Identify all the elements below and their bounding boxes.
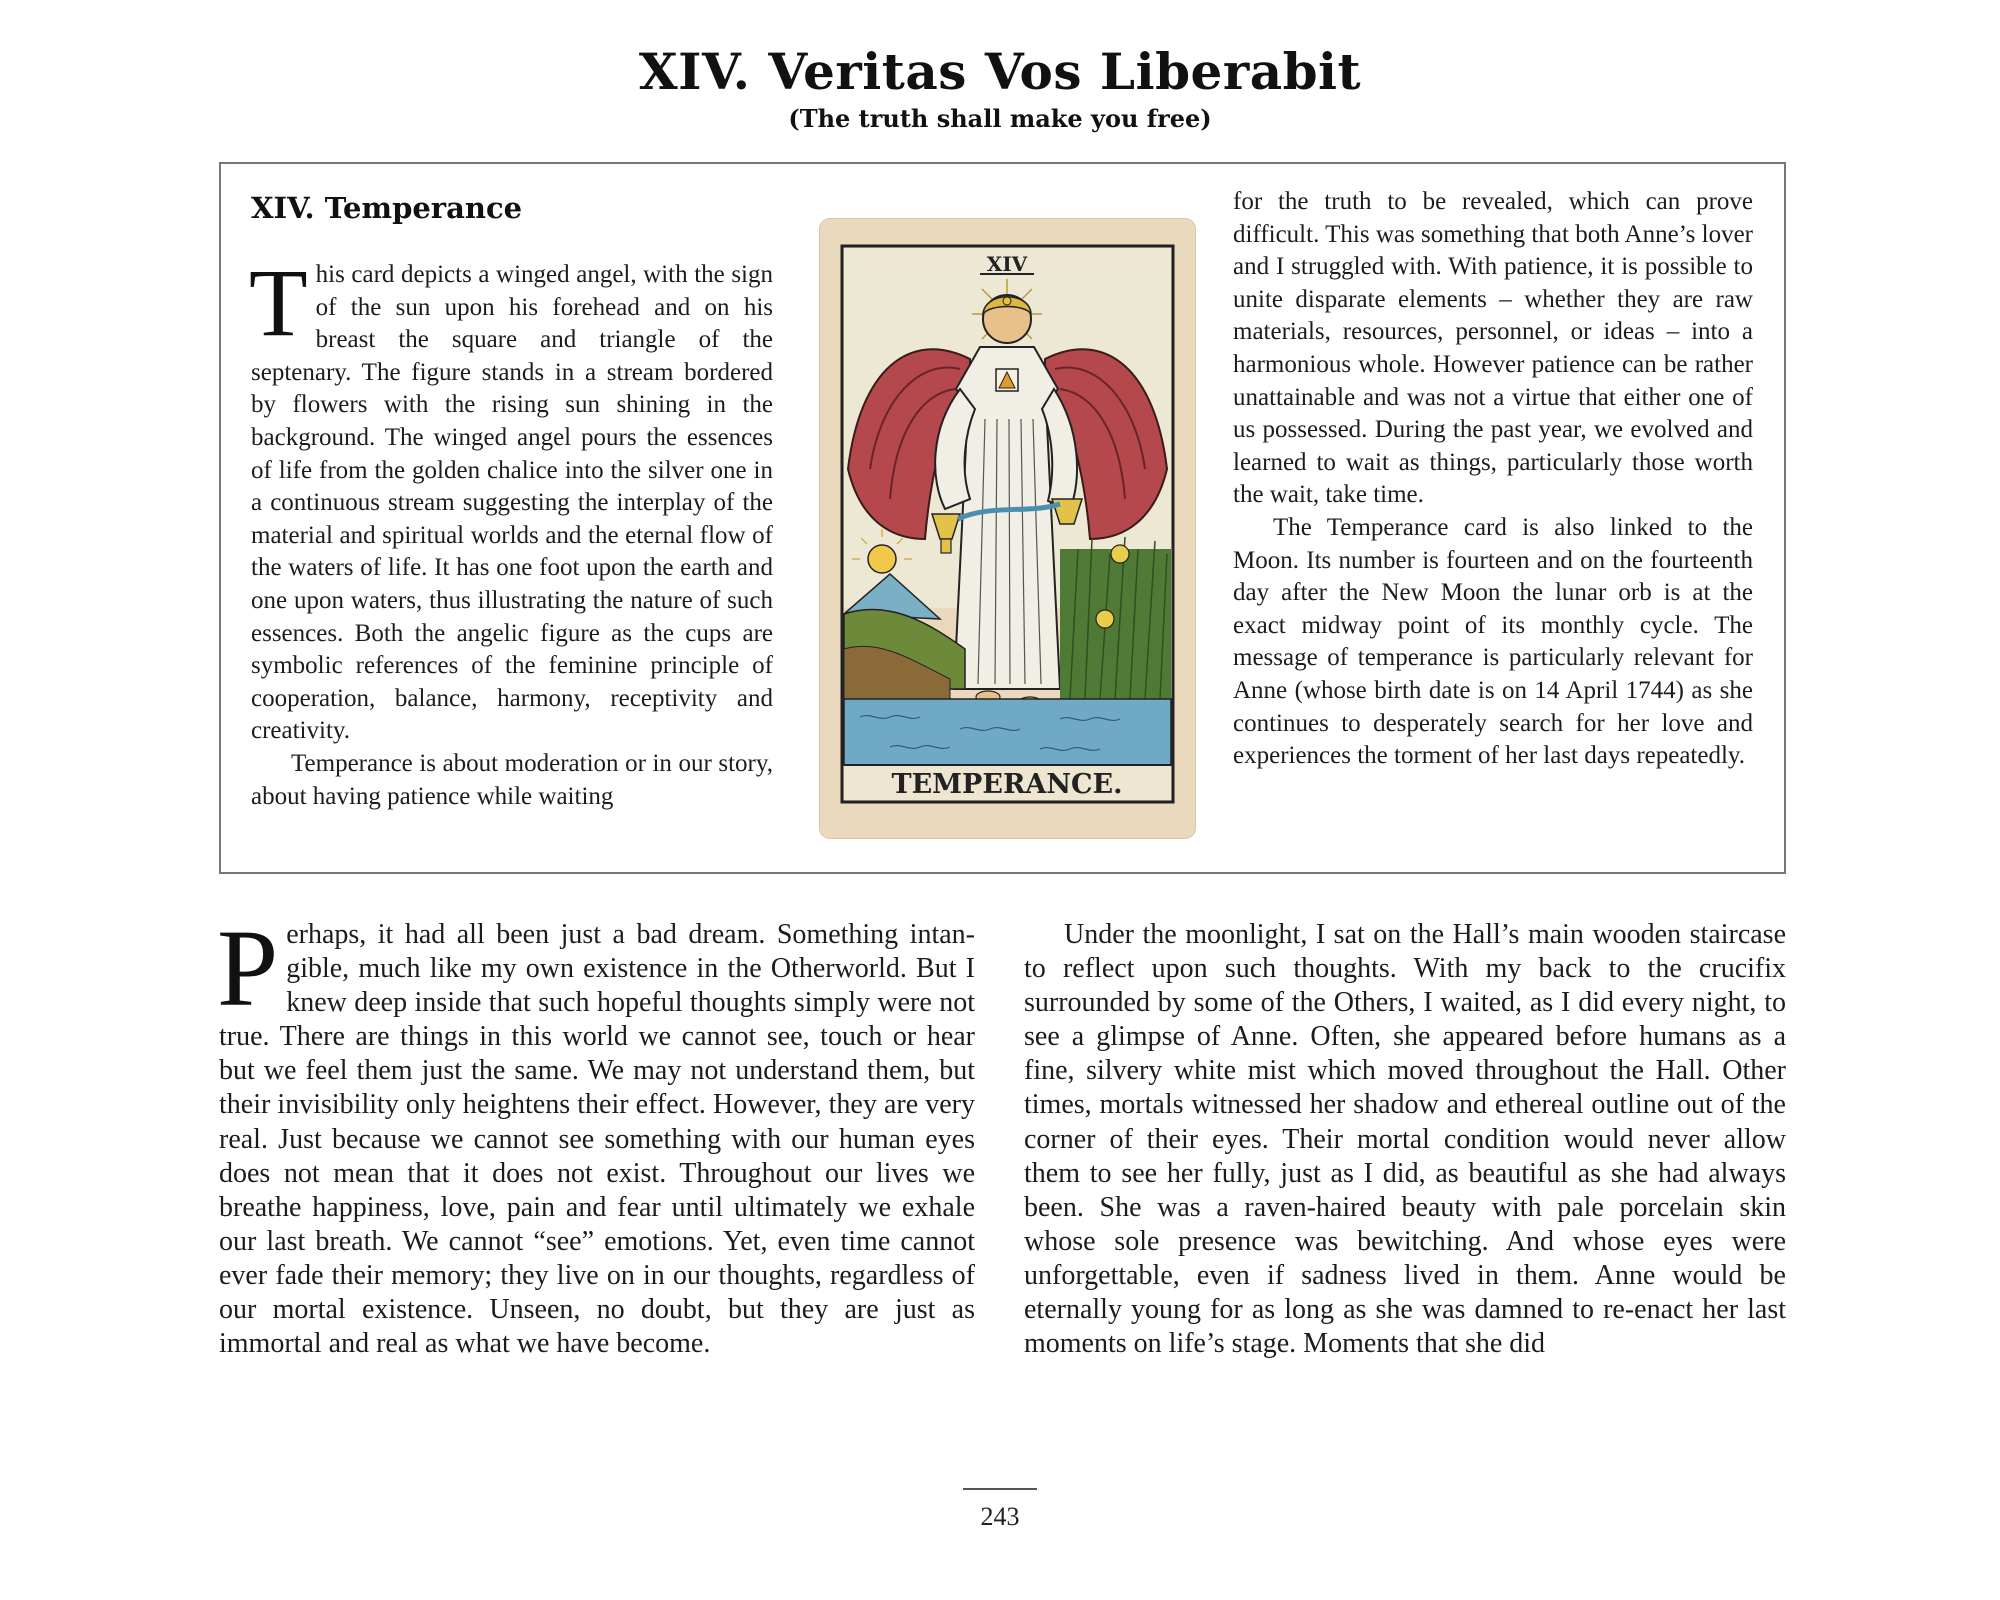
page-number: 243 <box>980 1502 1020 1531</box>
drop-cap: P <box>217 907 279 1029</box>
chapter-subtitle: (The truth shall make you free) <box>788 104 1212 133</box>
body-paragraph: Under the moonlight, I sat on the Hall’s main wooden staircase to reflect upon such thoughts. With my back to the crucifix surrounded by some of the Others, I waited, as I did every night, to see a glimpse of Anne. Often, she appeared before humans as a fine, silvery white mist which moved throughout the Hall. Other times, mortals witnessed her shadow and ethereal outline out of the corner of their eyes. Their mortal condition would never allow them to see her fully, just as I did, as beautiful as she had always been. She was a raven-haired beauty with pale porcelain skin whose sole presence was bewitching. And whose eyes were unforgettable, even if sadness lived in them. Anne would be eternally young for as long as she was damned to re-enact her last moments on life’s stage. Moments that she did <box>1024 919 1786 1360</box>
drop-cap: T <box>249 249 308 356</box>
body-left-column <box>217 907 975 1361</box>
tarot-sidebar-box <box>219 162 1786 874</box>
card-label: TEMPERANCE. <box>891 769 1123 800</box>
body-paragraph-text: erhaps, it had all been just a bad dream. Something intangible, much like my own existence in the Otherworld. But I knew deep inside that such hopeful thoughts simply were not true. There are things in this world we cannot see, touch or hear but we feel them just the same. We may not understand them, but their invisibility only heightens their effect. However, they are very real. Just because we cannot see something with our human eyes does not mean that it does not exist. Throughout our lives we breathe happiness, love, pain and fear until ultimately we exhale our last breath. We cannot “see” emotions. Yet, even time cannot ever fade their memory; they live on in our thoughts, regardless of our mortal existence. Unseen, no doubt, but they are just as immortal and real as what we have become. <box>219 919 975 1360</box>
sidebar-right-column <box>1233 186 1753 773</box>
card-numeral: XIV <box>986 252 1028 276</box>
sidebar-paragraph: for the truth to be revealed, which can prove difficult. This was something that both Anne’s lover and I struggled with. With patience, it is possible to unite disparate elements – whether they are raw materials, resources, personnel, or ideas – into a harmonious whole. However patience can be rather unattainable and was not a virtue that either one of us possessed. During the past year, we evolved and learned to wait as things, particularly those worth the wait, take time. <box>1233 188 1753 509</box>
sidebar-paragraph: Temperance is about moderation or in our story, about having patience while waiting <box>251 749 773 810</box>
body-paragraph <box>217 907 975 1361</box>
sidebar-paragraph-text: his card depicts a winged angel, with the sign of the sun upon his forehead and on his breast the square and triangle of the septenary. The figure stands in a stream bordered by flowers with the rising sun shining in the background. The winged angel pours the essences of life from the golden chalice into the silver one in a continuous stream suggesting the interplay of the material and spiritual worlds and the eternal flow of the waters of life. It has one foot upon the earth and one upon waters, thus illustrating the nature of such essences. Both the angelic figure as the cups are symbolic references of the feminine principle of cooperation, balance, harmony, receptivity and creativity. <box>251 261 773 745</box>
temperance-card-image <box>820 219 1195 838</box>
page-number-rule <box>963 1488 1037 1490</box>
chapter-title: XIV. Veritas Vos Liberabit <box>638 42 1362 101</box>
body-right-column <box>1024 918 1786 1361</box>
sidebar-paragraph: The Temperance card is also linked to the Moon. Its number is fourteen and on the fourteenth day after the New Moon the lunar orb is at the exact midway point of its monthly cycle. The message of temperance is particularly relevant for Anne (whose birth date is on 14 April 1744) as she continues to desperately search for her love and experiences the torment of her last days repeatedly. <box>1233 513 1753 770</box>
sidebar-paragraph <box>249 249 773 748</box>
sidebar-left-column <box>249 249 773 813</box>
sidebar-heading: XIV. Temperance <box>251 191 523 225</box>
